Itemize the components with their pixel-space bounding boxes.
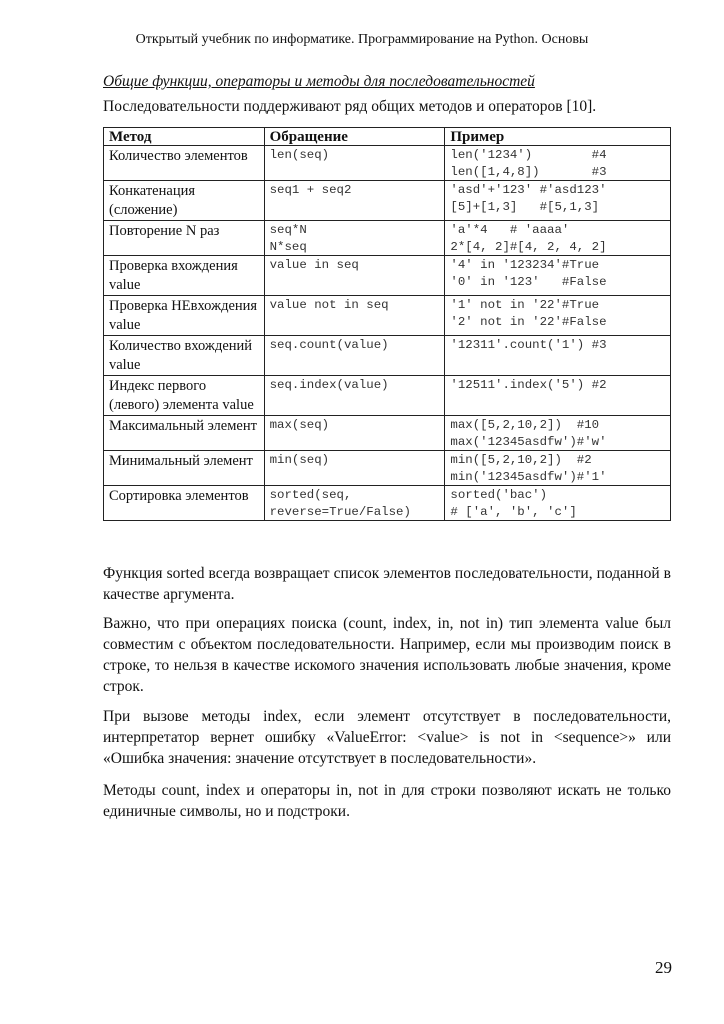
table-row xyxy=(104,146,671,181)
method-cell: Количество вхождений value xyxy=(104,336,265,376)
call-cell: sorted(seq, reverse=True/False) xyxy=(264,486,445,521)
table-row xyxy=(104,256,671,296)
method-cell: Проверка НЕвхождения value xyxy=(104,296,265,336)
paragraph-substrings: Методы count, index и операторы in, not in для строки позволяют искать не только единичные символы, но и подстроки. xyxy=(103,782,671,820)
intro-paragraph: Последовательности поддерживают ряд общих методов и операторов [10]. xyxy=(103,98,597,115)
method-cell: Индекс первого (левого) элемента value xyxy=(104,376,265,416)
paragraph-search-types: Важно, что при операциях поиска (count, index, in, not in) тип элемента value был совместим с объектом последовательности. Например, если мы производим поиск в строке, то нельзя в качестве искомого значения использовать любые значения, кроме строк. xyxy=(103,615,671,695)
call-cell: seq.index(value) xyxy=(264,376,445,416)
example-cell: '4' in '123234'#True '0' in '123' #False xyxy=(445,256,671,296)
table-row xyxy=(104,376,671,416)
page-number: 29 xyxy=(655,958,672,977)
table-row xyxy=(104,296,671,336)
table-row xyxy=(104,221,671,256)
call-cell: value in seq xyxy=(264,256,445,296)
table-row xyxy=(104,336,671,376)
table-row xyxy=(104,416,671,451)
example-cell: '1' not in '22'#True '2' not in '22'#False xyxy=(445,296,671,336)
example-cell: sorted('bac') # ['a', 'b', 'c'] xyxy=(445,486,671,521)
example-cell: min([5,2,10,2]) #2 min('12345asdfw')#'1' xyxy=(445,451,671,486)
table-row xyxy=(104,181,671,221)
method-cell: Проверка вхождения value xyxy=(104,256,265,296)
example-cell: 'a'*4 # 'aaaa' 2*[4, 2]#[4, 2, 4, 2] xyxy=(445,221,671,256)
table-row xyxy=(104,451,671,486)
section-title: Общие функции, операторы и методы для последовательностей xyxy=(103,73,535,90)
example-cell: 'asd'+'123' #'asd123' [5]+[1,3] #[5,1,3] xyxy=(445,181,671,221)
example-cell: '12311'.count('1') #3 xyxy=(445,336,671,376)
header-method: Метод xyxy=(104,128,265,146)
method-cell: Сортировка элементов xyxy=(104,486,265,521)
table-header-row xyxy=(104,128,671,146)
call-cell: min(seq) xyxy=(264,451,445,486)
call-cell: len(seq) xyxy=(264,146,445,181)
example-cell: max([5,2,10,2]) #10 max('12345asdfw')#'w' xyxy=(445,416,671,451)
header-example: Пример xyxy=(445,128,671,146)
paragraph-sorted: Функция sorted всегда возвращает список элементов последовательности, поданной в качестве аргумента. xyxy=(103,565,671,603)
table-row xyxy=(104,486,671,521)
example-cell: '12511'.index('5') #2 xyxy=(445,376,671,416)
method-cell: Минимальный элемент xyxy=(104,451,265,486)
call-cell: seq*N N*seq xyxy=(264,221,445,256)
example-cell: len('1234') #4 len([1,4,8]) #3 xyxy=(445,146,671,181)
running-header: Открытый учебник по информатике. Программирование на Python. Основы xyxy=(135,32,589,47)
methods-table xyxy=(103,127,671,521)
method-cell: Максимальный элемент xyxy=(104,416,265,451)
call-cell: max(seq) xyxy=(264,416,445,451)
call-cell: seq1 + seq2 xyxy=(264,181,445,221)
method-cell: Конкатенация (сложение) xyxy=(104,181,265,221)
header-call: Обращение xyxy=(264,128,445,146)
call-cell: value not in seq xyxy=(264,296,445,336)
call-cell: seq.count(value) xyxy=(264,336,445,376)
paragraph-index-error: При вызове методы index, если элемент отсутствует в последовательности, интерпретатор вернет ошибку «ValueError: <value> is not in <sequence>» или «Ошибка значения: значение отсутствует в последовательности». xyxy=(103,708,671,767)
method-cell: Повторение N раз xyxy=(104,221,265,256)
method-cell: Количество элементов xyxy=(104,146,265,181)
